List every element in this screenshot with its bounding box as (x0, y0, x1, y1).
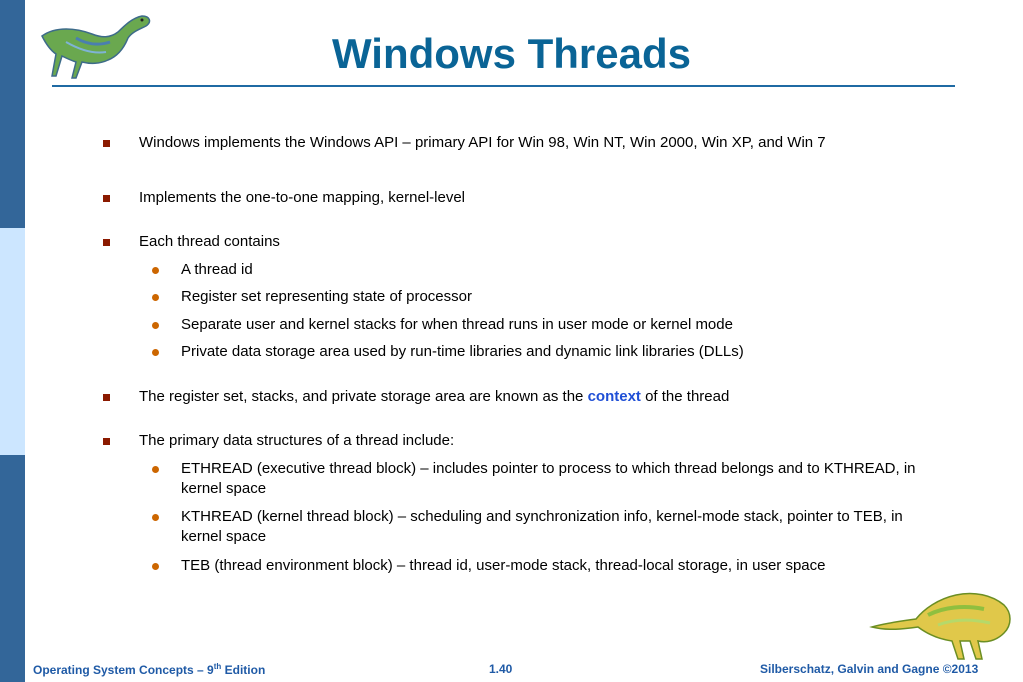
context-keyword: context (587, 388, 641, 405)
bullet-data-structures: The primary data structures of a thread include: (139, 432, 455, 449)
footer-book-sup: th (213, 662, 222, 671)
bullet-mapping: Implements the one-to-one mapping, kernel-level (139, 189, 466, 206)
round-bullet-icon (152, 349, 159, 356)
bullet-thread-contains: Each thread contains (139, 233, 280, 250)
context-text-post: of the thread (640, 388, 730, 405)
page-title: Windows Threads (332, 30, 691, 77)
square-bullet-icon (103, 438, 110, 445)
footer-book-pre: Operating System Concepts – 9 (33, 663, 214, 677)
sub-bullet: ETHREAD (executive thread block) – includes pointer to process to which thread belongs and to KTHREAD, in kernel space (181, 460, 916, 497)
sub-bullet: Register set representing state of processor (181, 288, 472, 305)
footer-page-number: 1.40 (489, 662, 513, 676)
round-bullet-icon (152, 563, 159, 570)
square-bullet-icon (103, 394, 110, 401)
round-bullet-icon (152, 466, 159, 473)
round-bullet-icon (152, 322, 159, 329)
sub-bullet: Separate user and kernel stacks for when thread runs in user mode or kernel mode (181, 316, 733, 333)
round-bullet-icon (152, 514, 159, 521)
sub-bullet: Private data storage area used by run-time libraries and dynamic link libraries (DLLs) (181, 343, 744, 360)
square-bullet-icon (103, 140, 110, 147)
context-text-pre: The register set, stacks, and private storage area are known as the (139, 388, 588, 405)
bullet-windows-api: Windows implements the Windows API – primary API for Win 98, Win NT, Win 2000, Win XP, and Win 7 (139, 134, 826, 151)
footer-book-post: Edition (221, 663, 266, 677)
sub-bullet: KTHREAD (kernel thread block) – scheduling and synchronization info, kernel-mode stack, pointer to TEB, in kernel space (181, 508, 903, 545)
sub-bullet: A thread id (181, 261, 253, 278)
footer-book-title (33, 662, 265, 677)
round-bullet-icon (152, 267, 159, 274)
footer-copyright: Silberschatz, Galvin and Gagne ©2013 (760, 662, 979, 676)
bullet-context (139, 387, 959, 407)
round-bullet-icon (152, 294, 159, 301)
square-bullet-icon (103, 239, 110, 246)
sub-bullet: TEB (thread environment block) – thread id, user-mode stack, thread-local storage, in user space (181, 557, 826, 574)
dinosaur-icon (868, 585, 1016, 663)
square-bullet-icon (103, 195, 110, 202)
